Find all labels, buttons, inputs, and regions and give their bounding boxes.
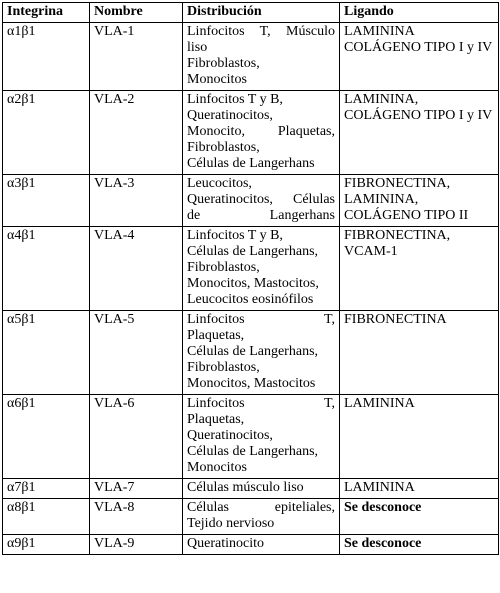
cell-ligando: LAMININA — [340, 395, 499, 479]
distribucion-line: Fibroblastos, — [187, 140, 260, 155]
table-row — [3, 175, 499, 227]
cell-distribucion — [183, 311, 340, 395]
distribucion-line: Plaquetas, — [187, 412, 245, 427]
distribucion-line: Queratinocitos, — [187, 428, 273, 443]
integrin-table — [2, 2, 499, 555]
cell-integrina: α5β1 — [3, 311, 90, 395]
distribucion-line: Células de Langerhans, — [187, 444, 319, 459]
cell-integrina: α8β1 — [3, 499, 90, 535]
cell-nombre: VLA-4 — [90, 227, 183, 311]
cell-distribucion — [183, 499, 340, 535]
distribucion-line: Leucocitos, — [187, 176, 252, 191]
distribucion-line: Células de Langerhans — [187, 156, 315, 171]
cell-ligando: Se desconoce — [340, 499, 499, 535]
distribucion-line: Células músculo liso — [187, 480, 304, 495]
table-row — [3, 227, 499, 311]
distribucion-line: Linfocitos T, Músculo liso — [187, 24, 335, 55]
distribucion-line: Queratinocito — [187, 536, 264, 551]
header-distribucion: Distribución — [183, 3, 340, 23]
cell-nombre: VLA-5 — [90, 311, 183, 395]
cell-nombre: VLA-1 — [90, 23, 183, 91]
cell-distribucion — [183, 535, 340, 555]
distribucion-line: Linfocitos T, — [187, 312, 335, 327]
distribucion-line: Linfocitos T, — [187, 396, 335, 411]
cell-ligando: LAMININA COLÁGENO TIPO I y IV — [340, 23, 499, 91]
distribucion-line: Monocitos — [187, 460, 247, 475]
table-row — [3, 395, 499, 479]
distribucion-line: Leucocitos eosinófilos — [187, 292, 314, 307]
cell-ligando: FIBRONECTINA — [340, 311, 499, 395]
cell-distribucion — [183, 227, 340, 311]
distribucion-line: Fibroblastos, — [187, 360, 260, 375]
cell-nombre: VLA-2 — [90, 91, 183, 175]
distribucion-line: Linfocitos T y B, — [187, 92, 283, 107]
distribucion-line: Células de Langerhans, — [187, 244, 319, 259]
cell-integrina: α7β1 — [3, 479, 90, 499]
distribucion-line: Plaquetas, — [187, 328, 245, 343]
table-row — [3, 91, 499, 175]
distribucion-line: Células epiteliales, — [187, 500, 335, 515]
cell-integrina: α6β1 — [3, 395, 90, 479]
header-integrina: Integrina — [3, 3, 90, 23]
cell-nombre: VLA-7 — [90, 479, 183, 499]
cell-integrina: α2β1 — [3, 91, 90, 175]
cell-distribucion — [183, 479, 340, 499]
table-row — [3, 499, 499, 535]
distribucion-line: Monocito, Plaquetas, — [187, 124, 335, 139]
header-nombre: Nombre — [90, 3, 183, 23]
distribucion-line: Queratinocitos, Células de Langerhans — [187, 192, 335, 223]
distribucion-line: Fibroblastos, — [187, 56, 260, 71]
cell-distribucion — [183, 23, 340, 91]
table-row — [3, 23, 499, 91]
table-header-row — [3, 3, 499, 23]
distribucion-line: Queratinocitos, — [187, 108, 273, 123]
cell-nombre: VLA-6 — [90, 395, 183, 479]
cell-ligando: FIBRONECTINA, LAMININA, COLÁGENO TIPO II — [340, 175, 499, 227]
cell-ligando: LAMININA, COLÁGENO TIPO I y IV — [340, 91, 499, 175]
distribucion-line: Monocitos — [187, 72, 247, 87]
distribucion-line: Fibroblastos, — [187, 260, 260, 275]
table-row — [3, 311, 499, 395]
cell-distribucion — [183, 91, 340, 175]
distribucion-line: Tejido nervioso — [187, 516, 275, 531]
distribucion-line: Linfocitos T y B, — [187, 228, 283, 243]
cell-ligando: FIBRONECTINA, VCAM-1 — [340, 227, 499, 311]
distribucion-line: Monocitos, Mastocitos — [187, 376, 316, 391]
cell-integrina: α9β1 — [3, 535, 90, 555]
cell-integrina: α1β1 — [3, 23, 90, 91]
distribucion-line: Monocitos, Mastocitos, — [187, 276, 319, 291]
table-row — [3, 535, 499, 555]
header-ligando: Ligando — [340, 3, 499, 23]
cell-nombre: VLA-3 — [90, 175, 183, 227]
distribucion-line: Células de Langerhans, — [187, 344, 319, 359]
cell-integrina: α4β1 — [3, 227, 90, 311]
cell-distribucion — [183, 175, 340, 227]
cell-nombre: VLA-8 — [90, 499, 183, 535]
cell-nombre: VLA-9 — [90, 535, 183, 555]
table-row — [3, 479, 499, 499]
cell-ligando: Se desconoce — [340, 535, 499, 555]
cell-integrina: α3β1 — [3, 175, 90, 227]
cell-distribucion — [183, 395, 340, 479]
cell-ligando: LAMININA — [340, 479, 499, 499]
